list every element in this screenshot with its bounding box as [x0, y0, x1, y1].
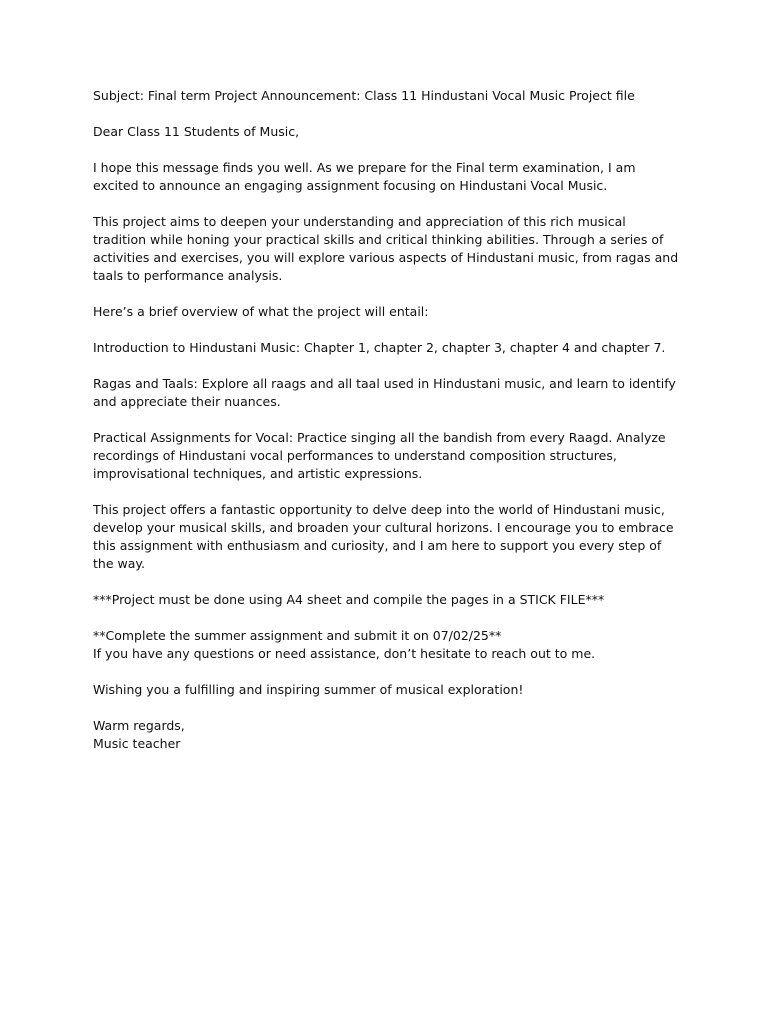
item-introduction: Introduction to Hindustani Music: Chapter 1, chapter 2, chapter 3, chapter 4 and chapter 7. [93, 340, 666, 355]
item-practical-assignments: Practical Assignments for Vocal: Practice singing all the bandish from every Raagd. Analyze recordings of Hindustani vocal performances to understand composition structures, improvisational techniques, and artistic expressions. [93, 430, 666, 481]
closing-signature: Warm regards, Music teacher [93, 718, 185, 751]
subject-line: Subject: Final term Project Announcement: Class 11 Hindustani Vocal Music Project file [93, 88, 635, 103]
wish-paragraph: Wishing you a fulfilling and inspiring summer of musical exploration! [93, 682, 524, 697]
intro-paragraph: I hope this message finds you well. As we prepare for the Final term examination, I am excited to announce an engaging assignment focusing on Hindustani Vocal Music. [93, 160, 636, 193]
salutation: Dear Class 11 Students of Music, [93, 124, 300, 139]
submission-paragraph: **Complete the summer assignment and submit it on 07/02/25** If you have any questions or need assistance, don’t hesitate to reach out to me. [93, 628, 596, 661]
item-ragas-taals: Ragas and Taals: Explore all raags and all taal used in Hindustani music, and learn to identify and appreciate their nuances. [93, 376, 676, 409]
opportunity-paragraph: This project offers a fantastic opportunity to delve deep into the world of Hindustani music, develop your musical skills, and broaden your cultural horizons. I encourage you to embrace this assignment with enthusiasm and curiosity, and I am here to support you every step of the way. [93, 502, 674, 571]
format-note: ***Project must be done using A4 sheet and compile the pages in a STICK FILE*** [93, 592, 605, 607]
overview-heading: Here’s a brief overview of what the project will entail: [93, 304, 429, 319]
aim-paragraph: This project aims to deepen your understanding and appreciation of this rich musical tradition while honing your practical skills and critical thinking abilities. Through a series of activities and exercises, you will explore various aspects of Hindustani music, from ragas and taals to performance analysis. [93, 214, 679, 283]
